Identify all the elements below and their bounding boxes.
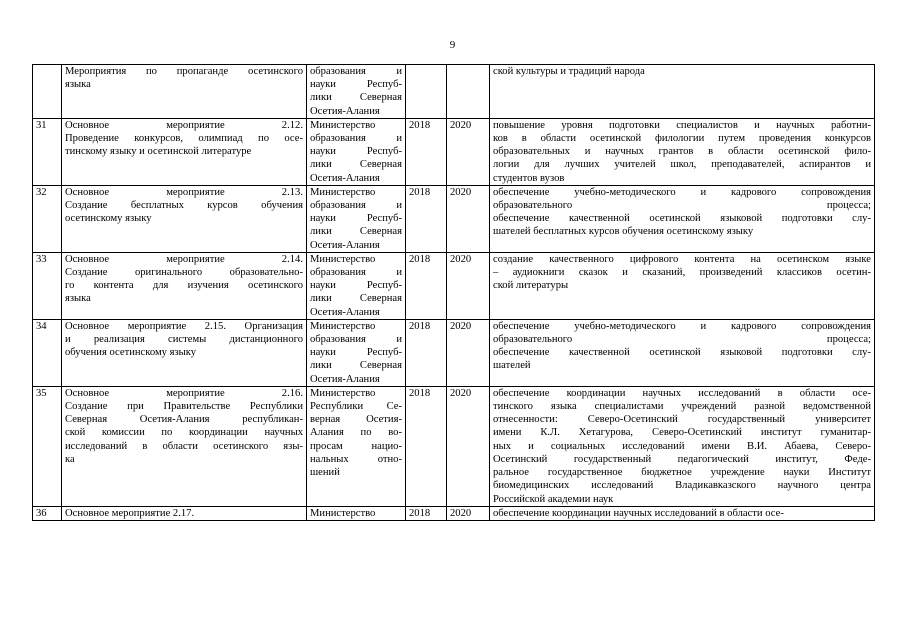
event-description-line: Основное мероприятие 2.17.	[65, 507, 195, 519]
table-body	[33, 65, 875, 521]
expected-result-line: ральное государственное бюджетное учреждение науки Институт	[493, 467, 871, 479]
executor-line: просам нацио-	[310, 440, 402, 452]
expected-result-line: студентов вузов	[493, 172, 565, 184]
event-description-line: Мероприятия по пропаганде осетинского	[65, 66, 303, 77]
event-description	[62, 319, 307, 386]
expected-result	[490, 65, 875, 119]
event-description-line: языка	[65, 79, 91, 91]
executor	[307, 506, 406, 520]
event-description-line: Создание при Правительстве Республики	[65, 401, 303, 413]
executor-line: образования и	[310, 200, 402, 212]
end-year: 2020	[447, 118, 490, 185]
executor-line: лики Северная	[310, 293, 402, 305]
executor-line: образования и	[310, 133, 402, 145]
expected-result-line: обеспечение качественной осетинской языковой подготовки слу-	[493, 213, 871, 225]
program-activities-table	[32, 64, 875, 521]
executor-line: верная Осетия-	[310, 414, 402, 426]
event-description	[62, 252, 307, 319]
table-row	[33, 252, 875, 319]
executor	[307, 252, 406, 319]
event-description-line: ка	[65, 453, 75, 465]
end-year: 2020	[447, 252, 490, 319]
executor-line: образования и	[310, 267, 402, 279]
row-number: 32	[33, 185, 62, 252]
start-year: 2018	[406, 386, 447, 506]
event-description	[62, 506, 307, 520]
expected-result	[490, 118, 875, 185]
expected-result-line: Российской академии наук	[493, 493, 614, 505]
event-description-line: языка	[65, 293, 91, 305]
end-year	[447, 65, 490, 119]
expected-result-line: шателей	[493, 360, 531, 372]
executor-line: Министерство	[310, 186, 376, 198]
executor	[307, 65, 406, 119]
expected-result	[490, 319, 875, 386]
page-number: 9	[449, 39, 456, 51]
row-number: 36	[33, 506, 62, 520]
start-year: 2018	[406, 252, 447, 319]
executor	[307, 185, 406, 252]
table-row	[33, 506, 875, 520]
executor-line: образования и	[310, 66, 402, 77]
row-number	[33, 65, 62, 119]
executor-line: науки Респуб-	[310, 213, 402, 225]
expected-result-line: образовательных и научных грантов в области осетинской фило-	[493, 146, 871, 158]
executor-line: Осетия-Алания	[310, 172, 380, 184]
executor-line: Министерство	[310, 320, 376, 332]
expected-result-line: обеспечение учебно-методического и кадрового сопровождения	[493, 320, 871, 332]
expected-result-line: ных и социальных исследований имени В.И. Абаева, Северо-	[493, 440, 871, 452]
expected-result-line: тинского языка специалистами учреждений разной ведомственной	[493, 401, 871, 413]
expected-result-line: – аудиокниги сказок и сказаний, произведений классиков осетин-	[493, 267, 871, 279]
executor-line: образования и	[310, 334, 402, 346]
row-number: 35	[33, 386, 62, 506]
executor-line: Министерство	[310, 507, 376, 519]
executor-line: шений	[310, 467, 340, 479]
start-year	[406, 65, 447, 119]
event-description	[62, 386, 307, 506]
executor	[307, 118, 406, 185]
event-description-line: Создание бесплатных курсов обучения	[65, 200, 303, 212]
executor-line: Министерство	[310, 119, 376, 131]
event-description	[62, 65, 307, 119]
event-description-line: ской комиссии по координации научных	[65, 427, 303, 439]
expected-result-line: обеспечение качественной осетинской языковой подготовки слу-	[493, 347, 871, 359]
executor-line: Осетия-Алания	[310, 373, 380, 385]
expected-result-line: создание качественного цифрового контента на осетинском языке	[493, 253, 871, 265]
executor-line: науки Респуб-	[310, 280, 402, 292]
start-year: 2018	[406, 506, 447, 520]
table-row	[33, 386, 875, 506]
event-description-line: Основное мероприятие 2.12.	[65, 119, 303, 131]
executor-line: Министерство	[310, 253, 376, 265]
expected-result-line: ков в области осетинской филологии путем проведения конкурсов	[493, 133, 871, 145]
executor-line: Осетия-Алания	[310, 105, 380, 117]
expected-result	[490, 185, 875, 252]
executor-line: Осетия-Алания	[310, 239, 380, 251]
expected-result-line: обеспечение учебно-методического и кадрового сопровождения	[493, 186, 871, 198]
expected-result-line: обеспечение координации научных исследований в области осе-	[493, 387, 871, 399]
event-description-line: осетинскому языку	[65, 213, 152, 225]
expected-result-line: образовательного процесса;	[493, 200, 871, 212]
expected-result-line: биомедицинских исследований Владикавказского научного центра	[493, 480, 871, 492]
executor	[307, 319, 406, 386]
event-description-line: Северная Осетия-Алания республикан-	[65, 414, 303, 426]
event-description-line: Основное мероприятие 2.13.	[65, 186, 303, 198]
event-description-line: Проведение конкурсов, олимпиад по осе-	[65, 133, 303, 145]
executor-line: науки Респуб-	[310, 79, 402, 91]
event-description-line: Основное мероприятие 2.15. Организация	[65, 320, 303, 332]
expected-result-line: отнесенности: Северо-Осетинский государственный университет	[493, 414, 871, 426]
executor-line: Министерство	[310, 387, 376, 399]
executor-line: науки Респуб-	[310, 347, 402, 359]
event-description-line: исследований в области осетинского язы-	[65, 440, 303, 452]
expected-result-line: логии для лучших учителей школ, преподавателей, аспирантов и	[493, 159, 871, 171]
event-description-line: обучения осетинскому языку	[65, 347, 197, 359]
expected-result-line: ской культуры и традиций народа	[493, 66, 645, 77]
expected-result-line: ской литературы	[493, 280, 569, 292]
event-description-line: и реализация системы дистанционного	[65, 334, 303, 346]
expected-result	[490, 506, 875, 520]
executor-line: науки Респуб-	[310, 146, 402, 158]
expected-result-line: Осетинский государственный педагогический институт, Феде-	[493, 453, 871, 465]
executor	[307, 386, 406, 506]
table-row	[33, 185, 875, 252]
end-year: 2020	[447, 386, 490, 506]
event-description-line: Основное мероприятие 2.14.	[65, 253, 303, 265]
expected-result-line: обеспечение координации научных исследований в области осе-	[493, 507, 784, 519]
start-year: 2018	[406, 319, 447, 386]
table-row	[33, 65, 875, 119]
start-year: 2018	[406, 118, 447, 185]
expected-result-line: имени К.Л. Хетагурова, Северо-Осетинский институт гуманитар-	[493, 427, 871, 439]
start-year: 2018	[406, 185, 447, 252]
event-description-line: тинскому языку и осетинской литературе	[65, 146, 252, 158]
row-number: 34	[33, 319, 62, 386]
event-description-line: Создание оригинального образовательно-	[65, 267, 303, 279]
executor-line: Осетия-Алания	[310, 306, 380, 318]
expected-result	[490, 252, 875, 319]
event-description-line: го контента для изучения осетинского	[65, 280, 303, 292]
expected-result-line: образовательного процесса;	[493, 334, 871, 346]
executor-line: лики Северная	[310, 92, 402, 104]
executor-line: нальных отно-	[310, 453, 402, 465]
end-year: 2020	[447, 185, 490, 252]
end-year: 2020	[447, 506, 490, 520]
executor-line: Республики Се-	[310, 401, 402, 413]
executor-line: лики Северная	[310, 159, 402, 171]
row-number: 33	[33, 252, 62, 319]
event-description-line: Основное мероприятие 2.16.	[65, 387, 303, 399]
table-row	[33, 118, 875, 185]
expected-result	[490, 386, 875, 506]
expected-result-line: повышение уровня подготовки специалистов и научных работни-	[493, 119, 871, 131]
event-description	[62, 185, 307, 252]
executor-line: лики Северная	[310, 360, 402, 372]
executor-line: лики Северная	[310, 226, 402, 238]
event-description	[62, 118, 307, 185]
executor-line: Алания по во-	[310, 427, 402, 439]
table-row	[33, 319, 875, 386]
expected-result-line: шателей бесплатных курсов обучения осетинскому языку	[493, 226, 754, 238]
row-number: 31	[33, 118, 62, 185]
end-year: 2020	[447, 319, 490, 386]
